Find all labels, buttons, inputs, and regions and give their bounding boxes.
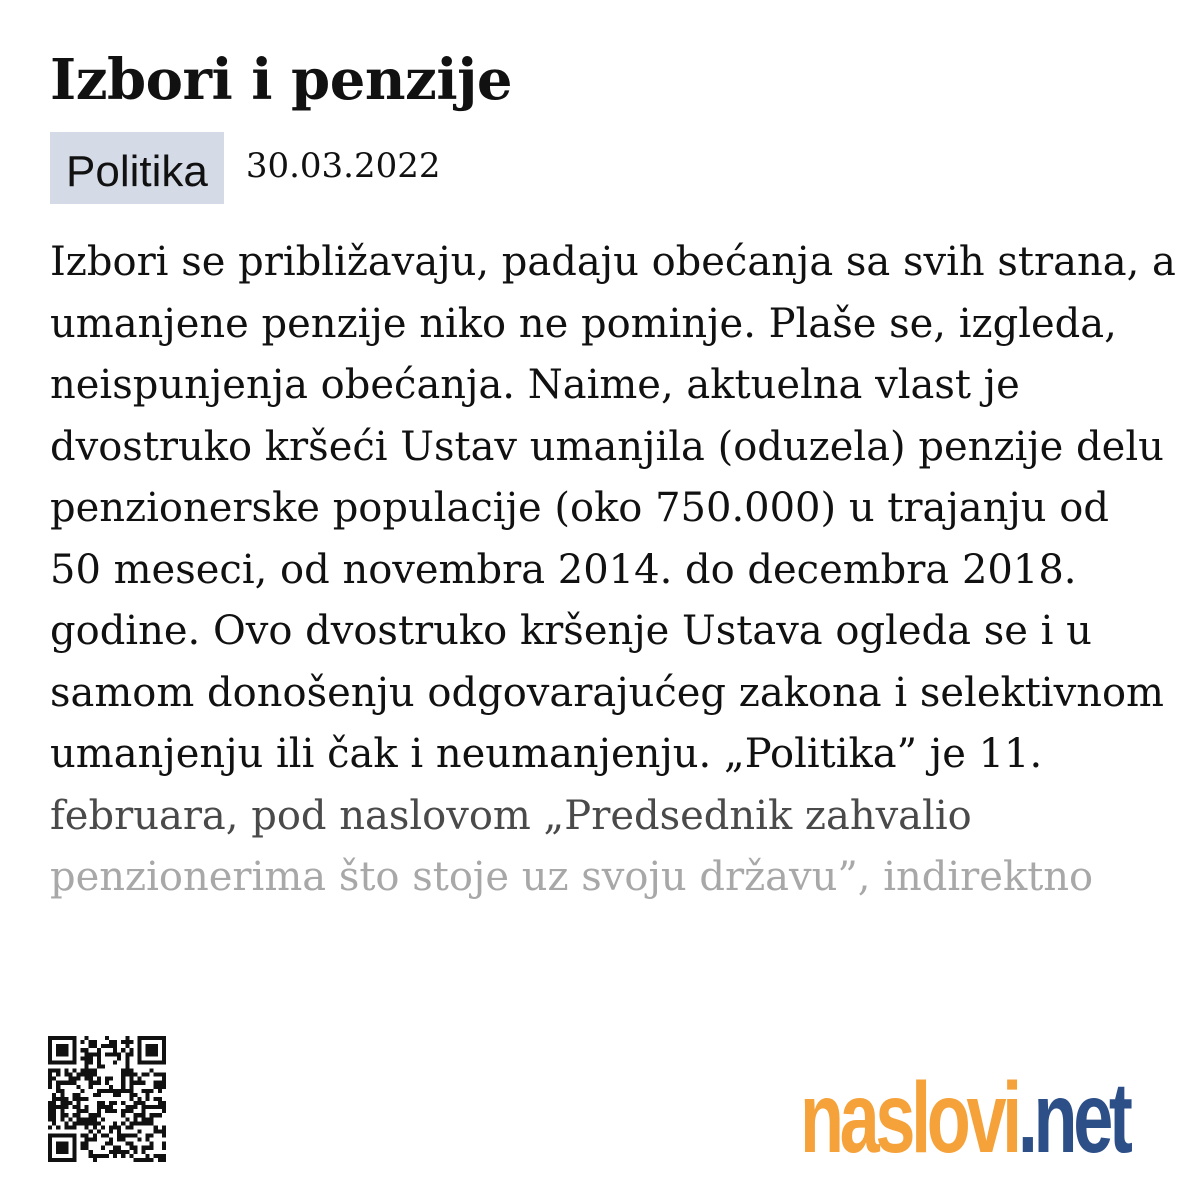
body-line: penzionerima što stoje uz svoju državu”, indirektno bbox=[50, 854, 1094, 900]
body-line: 50 meseci, od novembra 2014. do decembra 2018. bbox=[50, 546, 1077, 593]
body-line: neispunjenja obećanja. Naime, aktuelna vlast je bbox=[50, 362, 1020, 408]
publish-date: 30.03.2022 bbox=[245, 146, 441, 186]
naslovi-logo[interactable] bbox=[800, 1062, 1129, 1174]
body-line: godine. Ovo dvostruko kršenje Ustava ogleda se i u bbox=[50, 608, 1092, 654]
logo-text-net: .net bbox=[1017, 1062, 1129, 1174]
article-title: Izbori i penzije bbox=[50, 47, 513, 113]
article-meta bbox=[50, 132, 441, 204]
qr-code-icon[interactable] bbox=[48, 1036, 166, 1162]
body-line: penzionerske populacije (oko 750.000) u trajanju od bbox=[50, 485, 1109, 531]
body-line: umanjene penzije niko ne pominje. Plaše se, izgleda, bbox=[50, 300, 1117, 347]
category-badge[interactable]: Politika bbox=[50, 132, 224, 204]
body-line: samom donošenju odgovarajućeg zakona i selektivnom bbox=[50, 669, 1164, 716]
article-body bbox=[50, 232, 1176, 909]
body-line: umanjenju ili čak i neumanjenju. „Politika” je 11. bbox=[50, 731, 1043, 777]
body-line: Izbori se približavaju, padaju obećanja sa svih strana, a bbox=[50, 239, 1176, 285]
logo-text-naslovi: naslovi bbox=[800, 1062, 1018, 1174]
body-line: februara, pod naslovom „Predsednik zahvalio bbox=[50, 792, 972, 839]
body-line: dvostruko kršeći Ustav umanjila (oduzela) penzije delu bbox=[50, 423, 1164, 470]
